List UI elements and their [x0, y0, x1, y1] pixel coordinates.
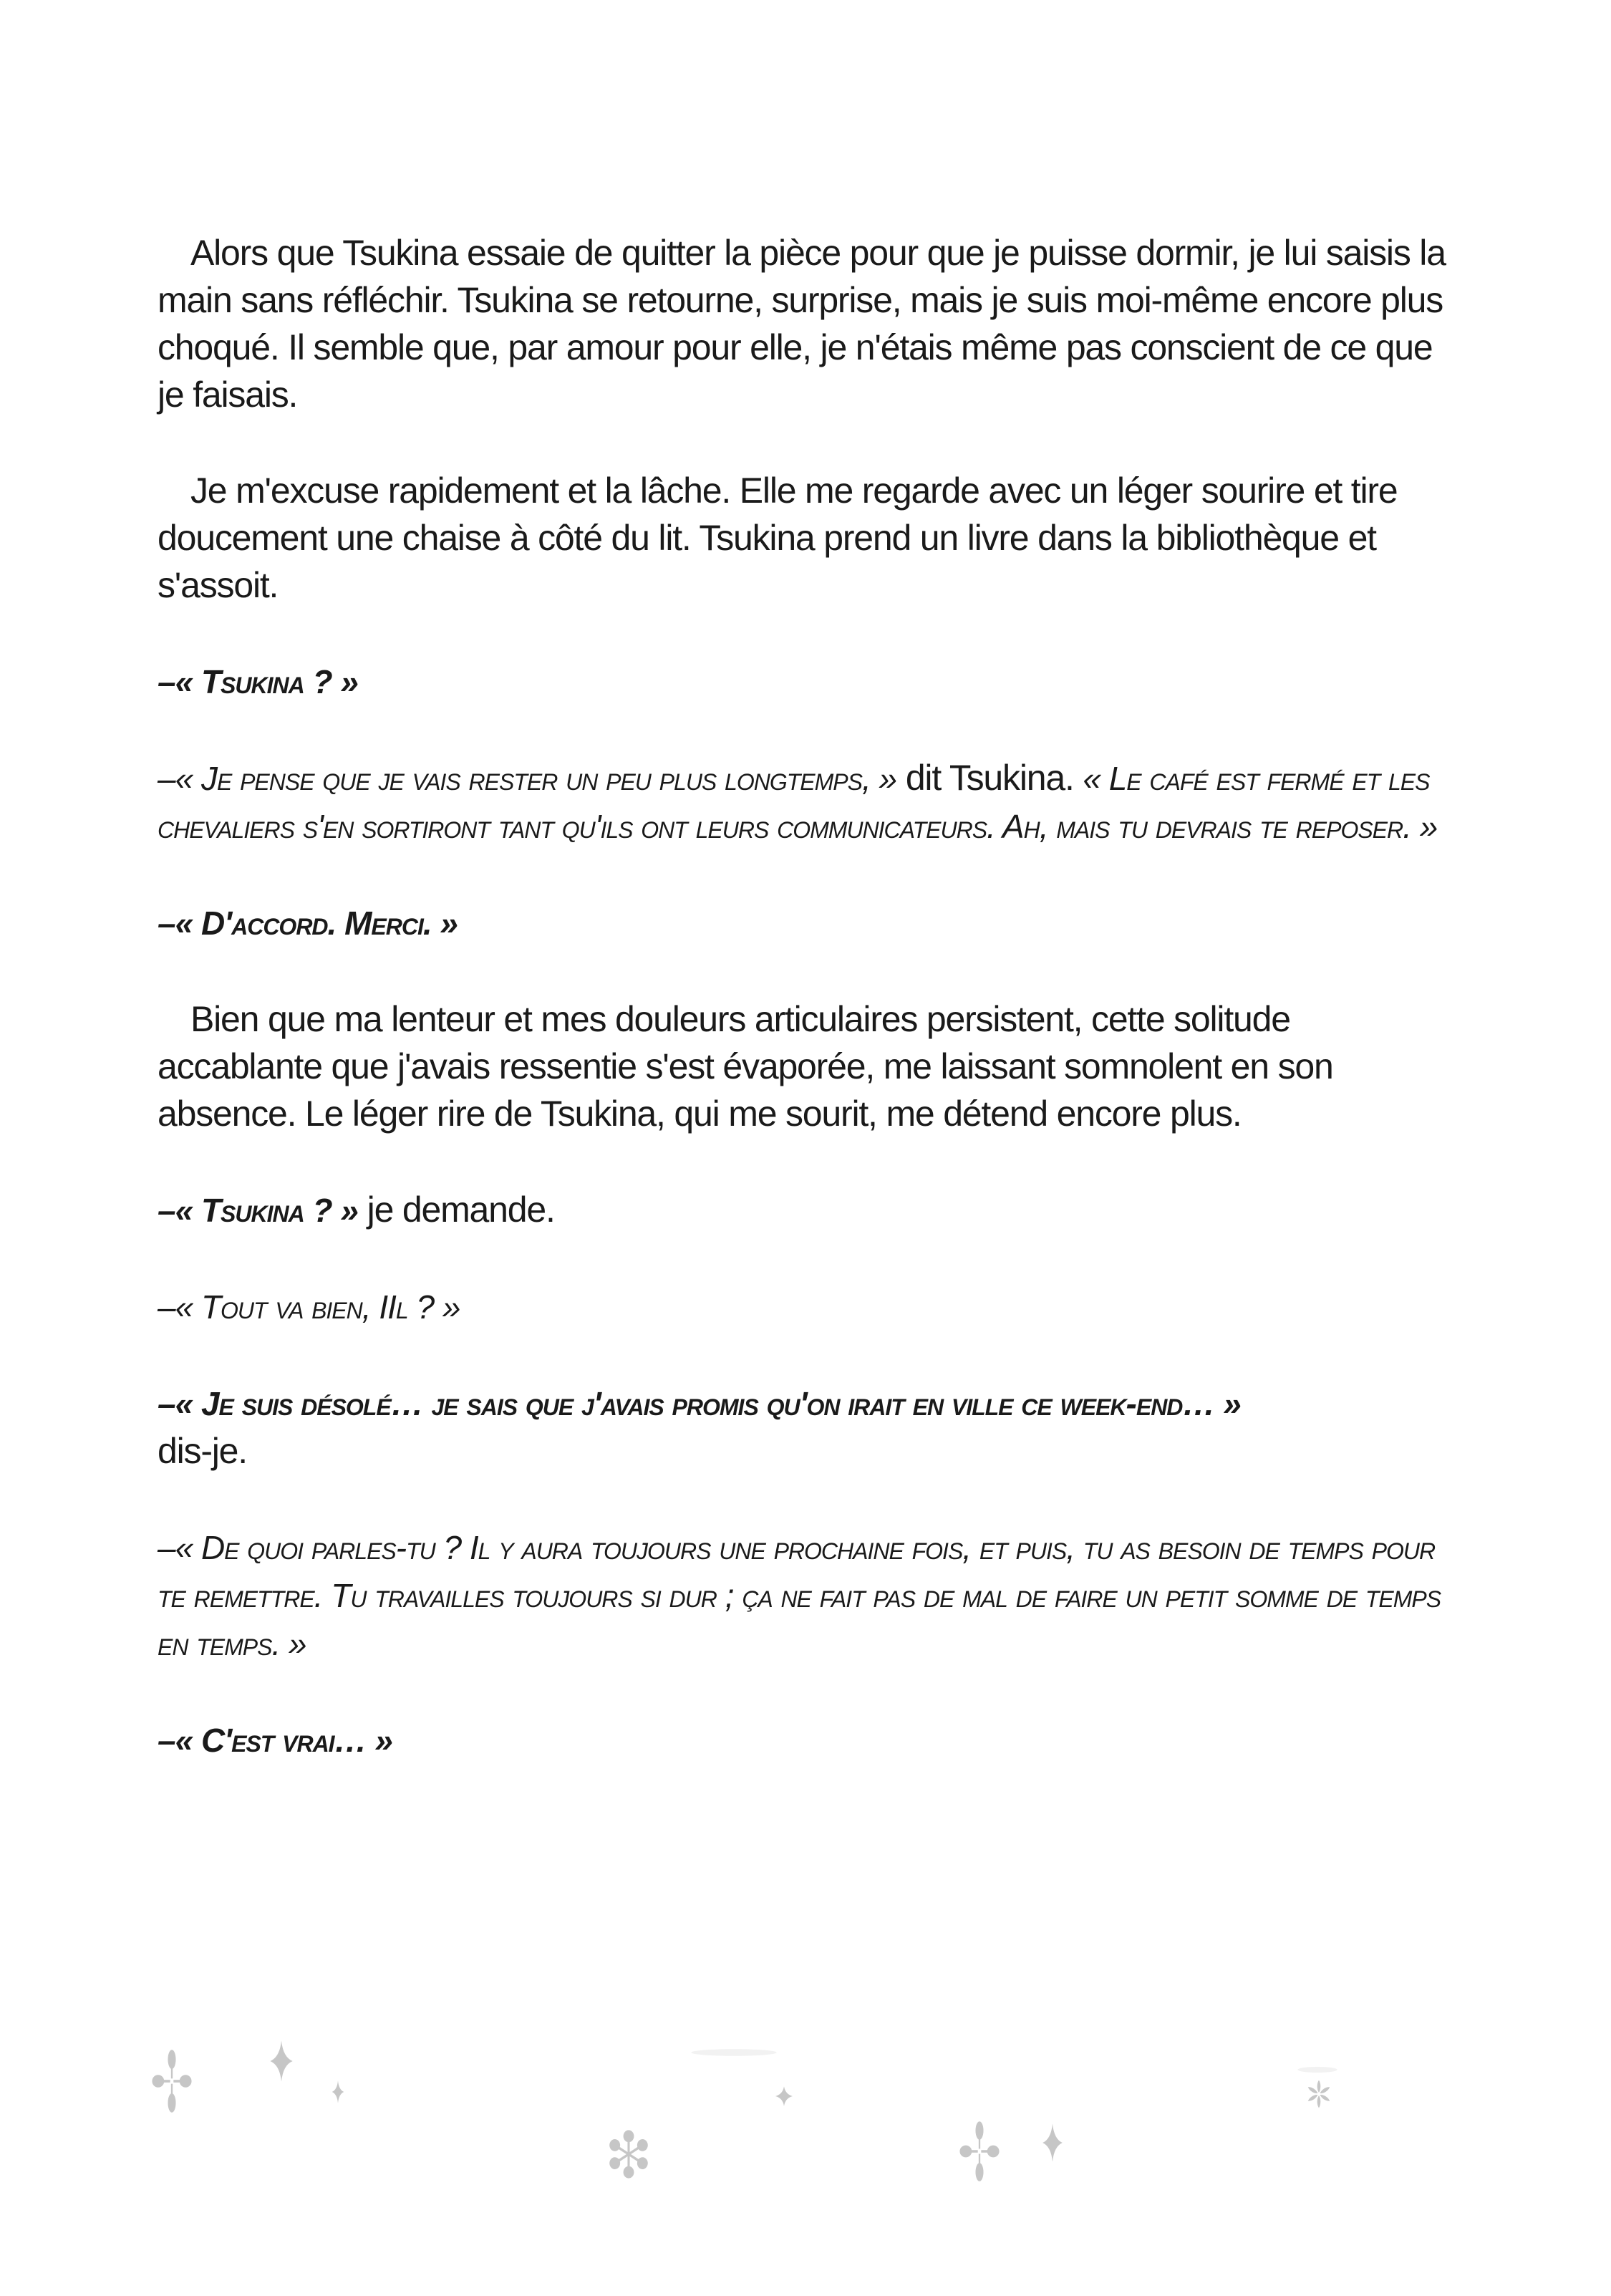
page-content	[158, 229, 1456, 1813]
faint-sparkle-icon	[1296, 2066, 1339, 2073]
dialogue-me-text: –« C'est vrai… »	[158, 1722, 392, 1759]
narrative-paragraph	[158, 229, 1456, 418]
attribution-text: dis-je.	[158, 1431, 247, 1471]
dialogue-line	[158, 899, 1456, 947]
narrative-paragraph	[158, 995, 1456, 1137]
cross-sparkle-icon	[959, 2120, 1000, 2183]
cross-sparkle-icon	[151, 2048, 193, 2114]
dialogue-line	[158, 1716, 1456, 1764]
narrative-text: Bien que ma lenteur et mes douleurs articulaires persistent, cette solitude accablante que j'avais ressentie s'est évaporée, me laissant somnolent en son absence. Le léger rire de Tsukina, qui me sourit, me détend encore plus.	[158, 999, 1333, 1134]
dialogue-her-text: –« Je pense que je vais rester un peu plus longtemps, »	[158, 760, 897, 797]
dialogue-line	[158, 1379, 1456, 1475]
dialogue-her-text: –« Tout va bien, IIl ? »	[158, 1288, 460, 1326]
dialogue-me-text: –« Je suis désolé… je sais que j'avais promis qu'on irait en ville ce week-end… »	[158, 1385, 1241, 1422]
dialogue-line	[158, 657, 1456, 705]
narrative-paragraph	[158, 467, 1456, 609]
faint-sparkle-icon	[687, 2048, 780, 2057]
diamond-sparkle-small-icon	[332, 2080, 344, 2104]
dialogue-me-text: –« D'accord. Merci. »	[158, 905, 458, 942]
dialogue-line	[158, 1186, 1456, 1234]
narrative-text: Alors que Tsukina essaie de quitter la pièce pour que je puisse dormir, je lui saisis la main sans réfléchir. Tsukina se retourne, surprise, mais je suis moi-même encore plus choqué. Il semble que, par amour pour elle, je n'étais même pas conscient de ce que je faisais.	[158, 233, 1446, 415]
diamond-sparkle-icon	[269, 2039, 294, 2083]
dialogue-line	[158, 1283, 1456, 1331]
diamond-sparkle-tiny-icon	[775, 2085, 793, 2107]
attribution-text: je demande.	[357, 1190, 555, 1230]
flower-sparkle-icon	[1305, 2079, 1332, 2109]
dialogue-line	[158, 1523, 1456, 1667]
attribution-text: dit Tsukina.	[896, 758, 1083, 798]
dialogue-her-text: « Le café est fermé et les chevaliers s'en sortiront tant qu'ils ont leurs communicateurs. Ah, mais tu devrais te reposer. »	[158, 760, 1438, 845]
narrative-text: Je m'excuse rapidement et la lâche. Elle me regarde avec un léger sourire et tire doucement une chaise à côté du lit. Tsukina prend un livre dans la bibliothèque et s'assoit.	[158, 471, 1398, 605]
dialogue-her-text: –« De quoi parles-tu ? Il y aura toujours une prochaine fois, et puis, tu as besoin de temps pour te remettre. Tu travailles toujours si dur ; ça ne fait pas de mal de faire un petit somme de temps en temps. »	[158, 1529, 1441, 1662]
dialogue-me-text: –« Tsukina ? »	[158, 663, 358, 700]
diamond-sparkle-icon	[1042, 2122, 1063, 2164]
dot-snowflake-icon	[606, 2129, 651, 2179]
dialogue-me-text: –« Tsukina ? »	[158, 1192, 358, 1229]
dialogue-line	[158, 754, 1456, 850]
